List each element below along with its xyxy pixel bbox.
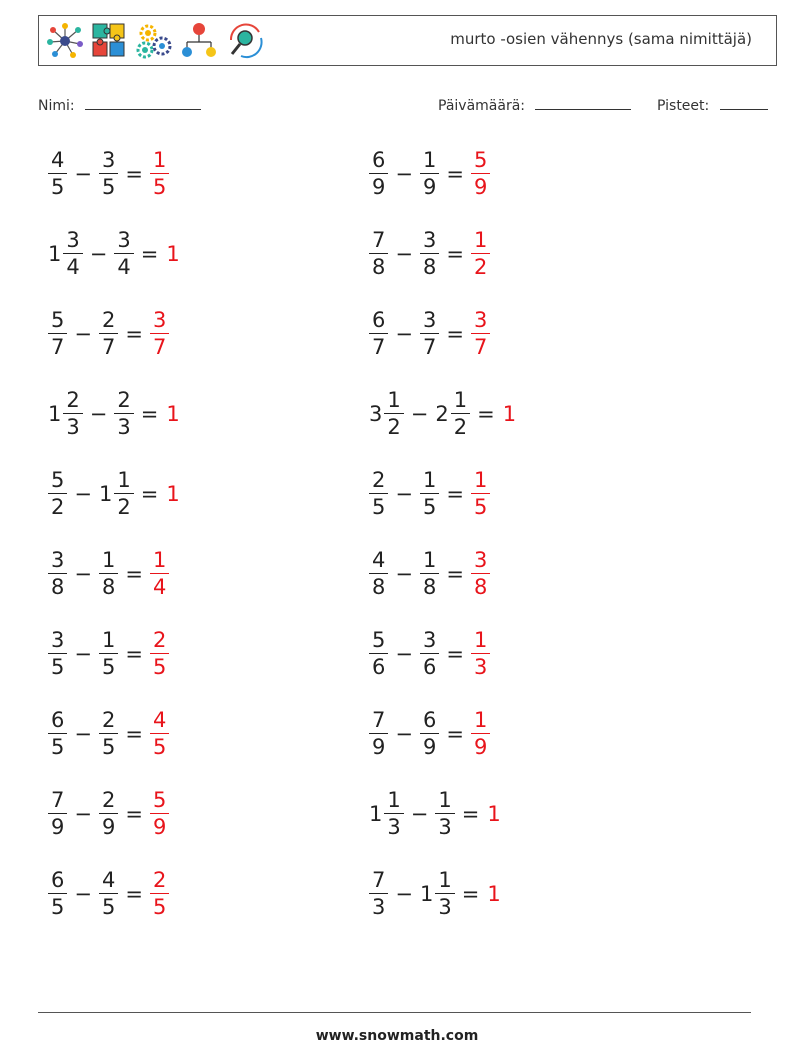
minus-sign: − [74, 642, 92, 666]
numerator: 3 [48, 630, 67, 654]
answer-fraction [150, 550, 169, 598]
equals-sign: = [446, 642, 464, 666]
minus-sign: − [395, 482, 413, 506]
answer-fraction [150, 310, 169, 358]
answer-numerator: 1 [150, 150, 169, 174]
problem-item [366, 543, 493, 605]
numerator: 4 [48, 150, 67, 174]
score-field [657, 95, 768, 114]
fraction [99, 790, 118, 838]
fraction [48, 790, 67, 838]
minus-sign: − [395, 882, 413, 906]
fraction [369, 870, 388, 918]
equals-sign: = [140, 482, 159, 506]
numerator: 4 [99, 870, 118, 894]
denominator: 8 [372, 255, 386, 279]
denominator: 2 [453, 415, 468, 439]
fraction [420, 150, 439, 198]
denominator: 7 [51, 335, 65, 359]
numerator: 1 [114, 470, 133, 494]
fraction [99, 710, 118, 758]
problem-item [45, 703, 172, 765]
minus-sign: − [89, 242, 108, 266]
numerator: 2 [114, 390, 133, 414]
answer-integer: 1 [166, 402, 180, 426]
denominator: 5 [372, 495, 386, 519]
numerator: 1 [420, 550, 439, 574]
denominator: 5 [101, 655, 116, 679]
answer-denominator: 2 [473, 255, 488, 279]
equals-sign: = [477, 402, 495, 426]
fraction [63, 390, 82, 438]
numerator: 3 [99, 150, 118, 174]
fraction [99, 870, 118, 918]
problem-item [45, 863, 172, 925]
answer-denominator: 5 [152, 735, 167, 759]
answer-fraction [471, 150, 490, 198]
fraction [114, 470, 133, 518]
problem-item [366, 383, 516, 445]
equals-sign: = [125, 642, 143, 666]
denominator: 7 [422, 335, 437, 359]
numerator: 5 [48, 470, 67, 494]
answer-fraction [471, 710, 490, 758]
answer-denominator: 5 [473, 495, 488, 519]
denominator: 2 [117, 495, 131, 519]
whole-number: 1 [48, 402, 62, 426]
answer-numerator: 2 [150, 630, 169, 654]
numerator: 6 [369, 310, 388, 334]
minus-sign: − [410, 402, 429, 426]
denominator: 3 [387, 815, 401, 839]
fraction [48, 310, 67, 358]
fraction [48, 630, 67, 678]
numerator: 1 [99, 550, 118, 574]
fraction [435, 790, 454, 838]
problem-item [366, 863, 501, 925]
numerator: 7 [369, 230, 388, 254]
puzzle-icon [89, 20, 129, 62]
minus-sign: − [395, 642, 413, 666]
fraction [369, 710, 388, 758]
equals-sign: = [461, 802, 480, 826]
numerator: 3 [63, 230, 82, 254]
denominator: 9 [422, 735, 437, 759]
minus-sign: − [89, 402, 108, 426]
denominator: 9 [422, 175, 437, 199]
numerator: 7 [369, 870, 388, 894]
fraction [48, 470, 67, 518]
answer-denominator: 7 [152, 335, 167, 359]
problem-item [45, 303, 172, 365]
problem-item [45, 223, 180, 285]
answer-denominator: 5 [152, 655, 167, 679]
whole-number: 1 [419, 882, 434, 906]
worksheet-header [38, 15, 777, 66]
numerator: 1 [384, 790, 403, 814]
numerator: 2 [99, 710, 118, 734]
numerator: 6 [369, 150, 388, 174]
denominator: 3 [438, 895, 452, 919]
equals-sign: = [125, 882, 143, 906]
answer-numerator: 3 [471, 550, 490, 574]
answer-fraction [150, 710, 169, 758]
answer-numerator: 3 [471, 310, 490, 334]
fraction [48, 870, 67, 918]
equals-sign: = [140, 402, 159, 426]
footer-divider [38, 1012, 751, 1013]
denominator: 5 [51, 895, 65, 919]
network-icon [45, 20, 85, 62]
magnifier-icon [225, 20, 265, 62]
numerator: 3 [420, 630, 439, 654]
answer-fraction [471, 550, 490, 598]
equals-sign: = [125, 322, 143, 346]
denominator: 8 [422, 255, 437, 279]
minus-sign: − [395, 322, 413, 346]
flowchart-icon [177, 20, 217, 62]
fraction [420, 550, 439, 598]
answer-fraction [150, 150, 169, 198]
minus-sign: − [74, 882, 92, 906]
fraction [99, 310, 118, 358]
answer-integer: 1 [502, 402, 517, 426]
equals-sign: = [125, 802, 143, 826]
answer-denominator: 8 [473, 575, 488, 599]
minus-sign: − [74, 562, 92, 586]
numerator: 3 [420, 230, 439, 254]
denominator: 5 [101, 735, 116, 759]
answer-denominator: 9 [473, 735, 488, 759]
gears-icon [133, 20, 173, 62]
date-blank[interactable] [535, 95, 631, 110]
numerator: 3 [114, 230, 133, 254]
problem-item [366, 623, 493, 685]
whole-number: 1 [98, 482, 113, 506]
numerator: 2 [369, 470, 388, 494]
score-blank[interactable] [720, 95, 768, 110]
answer-fraction [471, 630, 490, 678]
equals-sign: = [461, 882, 480, 906]
answer-integer: 1 [487, 882, 501, 906]
denominator: 6 [422, 655, 437, 679]
denominator: 9 [372, 735, 386, 759]
answer-denominator: 3 [473, 655, 488, 679]
answer-numerator: 3 [150, 310, 169, 334]
fraction [48, 710, 67, 758]
problem-item [366, 143, 493, 205]
fraction [420, 630, 439, 678]
answer-fraction [471, 230, 490, 278]
equals-sign: = [446, 242, 464, 266]
denominator: 3 [117, 415, 131, 439]
numerator: 2 [99, 790, 118, 814]
numerator: 3 [420, 310, 439, 334]
numerator: 5 [369, 630, 388, 654]
numerator: 3 [48, 550, 67, 574]
fraction [114, 390, 133, 438]
numerator: 2 [99, 310, 118, 334]
answer-denominator: 5 [152, 895, 167, 919]
date-field [438, 95, 631, 114]
answer-numerator: 5 [471, 150, 490, 174]
numerator: 1 [99, 630, 118, 654]
numerator: 1 [384, 390, 403, 414]
equals-sign: = [125, 162, 143, 186]
denominator: 8 [101, 575, 116, 599]
answer-fraction [471, 310, 490, 358]
numerator: 5 [48, 310, 67, 334]
minus-sign: − [395, 162, 413, 186]
problem-item [45, 143, 172, 205]
fraction [48, 550, 67, 598]
problem-item [366, 463, 493, 525]
answer-denominator: 5 [152, 175, 167, 199]
minus-sign: − [395, 562, 413, 586]
page-title: murto -osien vähennys (sama nimittäjä) [450, 30, 752, 48]
answer-denominator: 4 [152, 575, 167, 599]
denominator: 9 [372, 175, 386, 199]
fraction [451, 390, 470, 438]
numerator: 7 [369, 710, 388, 734]
fraction [384, 790, 403, 838]
fraction [369, 310, 388, 358]
minus-sign: − [74, 802, 92, 826]
denominator: 5 [51, 735, 65, 759]
equals-sign: = [446, 562, 464, 586]
fraction [114, 230, 133, 278]
answer-integer: 1 [166, 242, 180, 266]
denominator: 2 [387, 415, 401, 439]
whole-number: 3 [369, 402, 383, 426]
header-icon-strip [45, 20, 265, 62]
problem-item [45, 543, 172, 605]
denominator: 3 [438, 815, 452, 839]
problem-item [45, 383, 180, 445]
numerator: 4 [369, 550, 388, 574]
answer-numerator: 1 [471, 710, 490, 734]
fraction [369, 150, 388, 198]
minus-sign: − [395, 722, 413, 746]
fraction [48, 150, 67, 198]
denominator: 7 [101, 335, 116, 359]
denominator: 5 [51, 655, 65, 679]
minus-sign: − [74, 722, 92, 746]
denominator: 7 [372, 335, 386, 359]
denominator: 9 [51, 815, 65, 839]
fraction [99, 630, 118, 678]
minus-sign: − [410, 802, 429, 826]
answer-fraction [150, 630, 169, 678]
equals-sign: = [446, 482, 464, 506]
denominator: 8 [422, 575, 437, 599]
minus-sign: − [74, 482, 92, 506]
problem-item [45, 463, 180, 525]
denominator: 9 [101, 815, 116, 839]
denominator: 5 [51, 175, 65, 199]
denominator: 5 [101, 175, 116, 199]
denominator: 3 [372, 895, 386, 919]
fraction [420, 710, 439, 758]
equals-sign: = [125, 562, 143, 586]
answer-fraction [150, 870, 169, 918]
problem-item [366, 223, 493, 285]
answer-denominator: 9 [152, 815, 167, 839]
problem-item [366, 703, 493, 765]
denominator: 3 [66, 415, 80, 439]
answer-fraction [471, 470, 490, 518]
numerator: 1 [420, 150, 439, 174]
fraction [420, 230, 439, 278]
equals-sign: = [446, 162, 464, 186]
numerator: 2 [63, 390, 82, 414]
numerator: 6 [48, 710, 67, 734]
footer-url: www.snowmath.com [315, 1028, 479, 1044]
equals-sign: = [140, 242, 159, 266]
equals-sign: = [125, 722, 143, 746]
numerator: 6 [48, 870, 67, 894]
fraction [384, 390, 403, 438]
denominator: 8 [51, 575, 65, 599]
date-label: Päivämäärä: [438, 98, 525, 114]
answer-numerator: 4 [150, 710, 169, 734]
fraction [435, 870, 454, 918]
numerator: 1 [420, 470, 439, 494]
denominator: 4 [66, 255, 80, 279]
name-field [38, 95, 201, 114]
fraction [63, 230, 82, 278]
answer-numerator: 2 [150, 870, 169, 894]
answer-fraction [150, 790, 169, 838]
answer-integer: 1 [166, 482, 180, 506]
answer-denominator: 7 [473, 335, 488, 359]
fraction [369, 230, 388, 278]
problem-item [366, 783, 501, 845]
whole-number: 2 [435, 402, 449, 426]
numerator: 1 [451, 390, 470, 414]
numerator: 6 [420, 710, 439, 734]
whole-number: 1 [48, 242, 62, 266]
fraction [420, 310, 439, 358]
problem-item [45, 623, 172, 685]
minus-sign: − [74, 162, 92, 186]
fraction [99, 150, 118, 198]
fraction [420, 470, 439, 518]
answer-numerator: 1 [471, 230, 490, 254]
minus-sign: − [74, 322, 92, 346]
fraction [369, 550, 388, 598]
problem-item [366, 303, 493, 365]
whole-number: 1 [369, 802, 383, 826]
answer-numerator: 1 [471, 630, 490, 654]
answer-denominator: 9 [473, 175, 488, 199]
problem-item [45, 783, 172, 845]
answer-numerator: 5 [150, 790, 169, 814]
fraction [369, 470, 388, 518]
denominator: 5 [101, 895, 116, 919]
answer-numerator: 1 [471, 470, 490, 494]
denominator: 4 [117, 255, 131, 279]
equals-sign: = [446, 722, 464, 746]
answer-numerator: 1 [150, 550, 169, 574]
name-label: Nimi: [38, 98, 75, 114]
denominator: 5 [422, 495, 437, 519]
fraction [369, 630, 388, 678]
denominator: 6 [372, 655, 386, 679]
numerator: 1 [435, 870, 454, 894]
minus-sign: − [395, 242, 413, 266]
numerator: 7 [48, 790, 67, 814]
denominator: 2 [51, 495, 65, 519]
score-label: Pisteet: [657, 98, 710, 114]
denominator: 8 [372, 575, 386, 599]
answer-integer: 1 [487, 802, 501, 826]
equals-sign: = [446, 322, 464, 346]
fraction [99, 550, 118, 598]
numerator: 1 [435, 790, 454, 814]
name-blank[interactable] [85, 95, 201, 110]
